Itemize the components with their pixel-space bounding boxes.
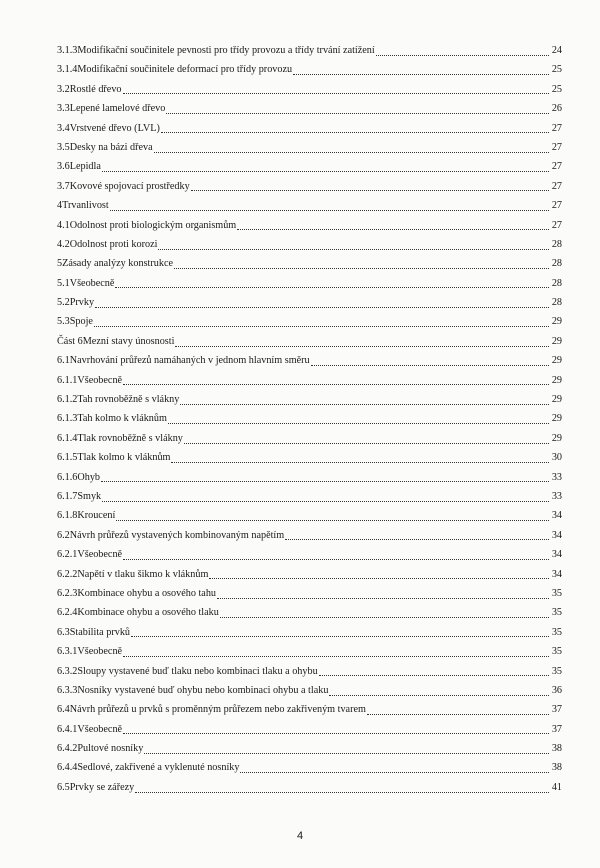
toc-entry <box>57 119 562 138</box>
toc-entry-page: 35 <box>551 646 562 658</box>
toc-entry-label: 6.1.2Tah rovnoběžně s vlákny <box>57 394 180 406</box>
toc-entry <box>57 526 562 545</box>
dot-leader <box>166 112 549 114</box>
toc-entry <box>57 487 562 506</box>
toc-entry-label: 6.4Návrh průřezů u prvků s proměnným průřezem nebo zakřiveným tvarem <box>57 704 366 716</box>
toc-entry <box>57 351 562 370</box>
toc-entry <box>57 390 562 409</box>
dot-leader <box>110 209 549 211</box>
toc-entry <box>57 312 562 331</box>
toc-entry-page: 34 <box>551 529 562 541</box>
toc-entry <box>57 157 562 176</box>
toc-entry <box>57 60 562 79</box>
dot-leader <box>168 422 549 424</box>
toc-entry <box>57 584 562 603</box>
dot-leader <box>94 325 549 327</box>
toc-entry-page: 33 <box>551 471 562 483</box>
dot-leader <box>123 558 549 560</box>
dot-leader <box>237 228 549 230</box>
toc-entry <box>57 41 562 60</box>
toc-entry-page: 34 <box>551 510 562 522</box>
toc-entry <box>57 758 562 777</box>
dot-leader <box>376 54 549 56</box>
toc-entry-label: 6.2.4Kombinace ohybu a osového tlaku <box>57 607 219 619</box>
toc-entry-label: 3.6Lepidla <box>57 161 101 173</box>
toc-entry-page: 27 <box>551 161 562 173</box>
toc-entry-page: 38 <box>551 743 562 755</box>
toc-entry-label: 3.1.4Modifikační součinitele deformací pro třídy provozu <box>57 64 293 76</box>
toc-entry <box>57 506 562 525</box>
dot-leader <box>367 713 549 715</box>
toc-entry-page: 29 <box>551 335 562 347</box>
toc-entry <box>57 274 562 293</box>
toc-entry-label: 6.1.7Smyk <box>57 490 102 502</box>
dot-leader <box>285 538 549 540</box>
toc-entry <box>57 720 562 739</box>
dot-leader <box>240 771 549 773</box>
dot-leader <box>293 73 549 75</box>
table-of-contents <box>57 41 562 797</box>
toc-entry-page: 29 <box>551 432 562 444</box>
toc-entry-label: 6.4.1Všeobecně <box>57 723 123 735</box>
dot-leader <box>116 519 549 521</box>
toc-entry-page: 34 <box>551 568 562 580</box>
toc-entry-label: 3.2Rostlé dřevo <box>57 83 122 95</box>
toc-entry-label: 4.2Odolnost proti korozi <box>57 238 158 250</box>
toc-entry <box>57 623 562 642</box>
toc-entry <box>57 332 562 351</box>
toc-entry-label: 6.1.5Tlak kolmo k vláknům <box>57 452 171 464</box>
toc-entry <box>57 545 562 564</box>
toc-entry <box>57 235 562 254</box>
toc-entry-label: 3.3Lepené lamelové dřevo <box>57 103 166 115</box>
dot-leader <box>311 364 549 366</box>
toc-entry-label: 6.4.4Sedlové, zakřivené a vyklenuté nosníky <box>57 762 240 774</box>
dot-leader <box>180 403 549 405</box>
toc-entry-label: 6.1.3Tah kolmo k vláknům <box>57 413 167 425</box>
toc-entry <box>57 429 562 448</box>
toc-entry-page: 25 <box>551 83 562 95</box>
toc-entry-page: 27 <box>551 219 562 231</box>
toc-entry-label: 6.1.4Tlak rovnoběžně s vlákny <box>57 432 183 444</box>
toc-entry <box>57 700 562 719</box>
toc-entry-page: 33 <box>551 490 562 502</box>
toc-entry-label: 6.1.6Ohyb <box>57 471 101 483</box>
toc-entry-page: 35 <box>551 626 562 638</box>
toc-entry-label: 6.3.2Sloupy vystavené buď tlaku nebo kombinaci tlaku a ohybu <box>57 665 318 677</box>
toc-entry-label: 5Zásady analýzy konstrukce <box>57 258 173 270</box>
dot-leader <box>101 480 549 482</box>
toc-entry-label: 6.3Stabilita prvků <box>57 626 131 638</box>
toc-entry-page: 30 <box>551 452 562 464</box>
toc-entry <box>57 216 562 235</box>
toc-entry-page: 41 <box>551 781 562 793</box>
toc-entry <box>57 778 562 797</box>
dot-leader <box>191 189 549 191</box>
toc-entry-label: 6.1Navrhování průřezů namáhaných v jednom hlavním směru <box>57 355 310 367</box>
dot-leader <box>135 791 549 793</box>
toc-entry-label: 6.2.1Všeobecně <box>57 549 123 561</box>
dot-leader <box>209 577 549 579</box>
toc-entry-label: 3.1.3Modifikační součinitele pevnosti pro třídy provozu a třídy trvání zatížení <box>57 45 375 56</box>
toc-entry-page: 28 <box>551 277 562 289</box>
toc-entry <box>57 739 562 758</box>
toc-entry-label: 3.5Desky na bázi dřeva <box>57 141 153 153</box>
toc-entry-page: 26 <box>551 103 562 115</box>
toc-entry-page: 35 <box>551 587 562 599</box>
dot-leader <box>123 655 549 657</box>
toc-entry-label: 5.2Prvky <box>57 297 95 309</box>
dot-leader <box>102 500 549 502</box>
toc-entry <box>57 177 562 196</box>
toc-entry-label: Část 6Mezní stavy únosnosti <box>57 335 175 347</box>
toc-entry-page: 25 <box>551 64 562 76</box>
toc-entry-label: 6.4.2Pultové nosníky <box>57 743 144 755</box>
toc-entry-page: 37 <box>551 723 562 735</box>
toc-entry-page: 24 <box>551 45 562 56</box>
toc-entry <box>57 99 562 118</box>
toc-entry-page: 36 <box>551 684 562 696</box>
toc-entry <box>57 681 562 700</box>
dot-leader <box>144 752 549 754</box>
toc-entry-label: 6.2.3Kombinace ohybu a osového tahu <box>57 587 217 599</box>
toc-entry <box>57 371 562 390</box>
toc-entry-label: 6.3.1Všeobecně <box>57 646 123 658</box>
dot-leader <box>102 170 549 172</box>
dot-leader <box>123 383 549 385</box>
toc-entry <box>57 196 562 215</box>
toc-entry <box>57 293 562 312</box>
toc-entry-page: 35 <box>551 665 562 677</box>
toc-entry-page: 29 <box>551 394 562 406</box>
dot-leader <box>123 732 549 734</box>
toc-entry-label: 6.3.3Nosníky vystavené buď ohybu nebo kombinaci ohybu a tlaku <box>57 684 329 696</box>
dot-leader <box>184 442 549 444</box>
toc-entry-label: 6.5Prvky se zářezy <box>57 781 135 793</box>
toc-entry-page: 28 <box>551 297 562 309</box>
toc-entry-label: 4Trvanlivost <box>57 200 109 212</box>
dot-leader <box>175 345 549 347</box>
toc-entry-label: 5.1Všeobecně <box>57 277 115 289</box>
toc-entry-page: 29 <box>551 374 562 386</box>
toc-entry-page: 28 <box>551 238 562 250</box>
toc-entry <box>57 662 562 681</box>
toc-entry <box>57 468 562 487</box>
toc-entry <box>57 642 562 661</box>
toc-entry <box>57 409 562 428</box>
toc-entry-page: 29 <box>551 413 562 425</box>
toc-entry-page: 38 <box>551 762 562 774</box>
toc-entry-page: 27 <box>551 141 562 153</box>
toc-entry-label: 3.7Kovové spojovací prostředky <box>57 180 190 192</box>
toc-entry-page: 35 <box>551 607 562 619</box>
dot-leader <box>217 597 549 599</box>
page-number: 4 <box>296 830 304 842</box>
dot-leader <box>115 286 549 288</box>
dot-leader <box>158 248 549 250</box>
toc-entry <box>57 80 562 99</box>
toc-entry-page: 27 <box>551 122 562 134</box>
toc-entry-label: 4.1Odolnost proti biologickým organismům <box>57 219 237 231</box>
toc-entry <box>57 138 562 157</box>
toc-entry-page: 27 <box>551 200 562 212</box>
dot-leader <box>123 92 549 94</box>
dot-leader <box>171 461 549 463</box>
toc-entry <box>57 603 562 622</box>
toc-entry <box>57 565 562 584</box>
toc-entry-label: 6.1.1Všeobecně <box>57 374 123 386</box>
dot-leader <box>319 674 549 676</box>
toc-entry-label: 6.2.2Napětí v tlaku šikmo k vláknům <box>57 568 209 580</box>
dot-leader <box>95 306 549 308</box>
toc-entry-page: 29 <box>551 316 562 328</box>
toc-entry-label: 6.1.8Kroucení <box>57 510 116 522</box>
toc-entry-page: 37 <box>551 704 562 716</box>
dot-leader <box>131 635 549 637</box>
dot-leader <box>220 616 549 618</box>
dot-leader <box>329 694 549 696</box>
dot-leader <box>174 267 549 269</box>
toc-entry-label: 6.2Návrh průřezů vystavených kombinovaným napětím <box>57 529 285 541</box>
toc-entry-page: 29 <box>551 355 562 367</box>
toc-entry-page: 27 <box>551 180 562 192</box>
dot-leader <box>161 131 549 133</box>
toc-entry <box>57 448 562 467</box>
toc-entry-label: 3.4Vrstvené dřevo (LVL) <box>57 122 160 134</box>
dot-leader <box>154 151 549 153</box>
toc-entry <box>57 254 562 273</box>
toc-entry-label: 5.3Spoje <box>57 316 93 328</box>
toc-entry-page: 28 <box>551 258 562 270</box>
toc-entry-page: 34 <box>551 549 562 561</box>
